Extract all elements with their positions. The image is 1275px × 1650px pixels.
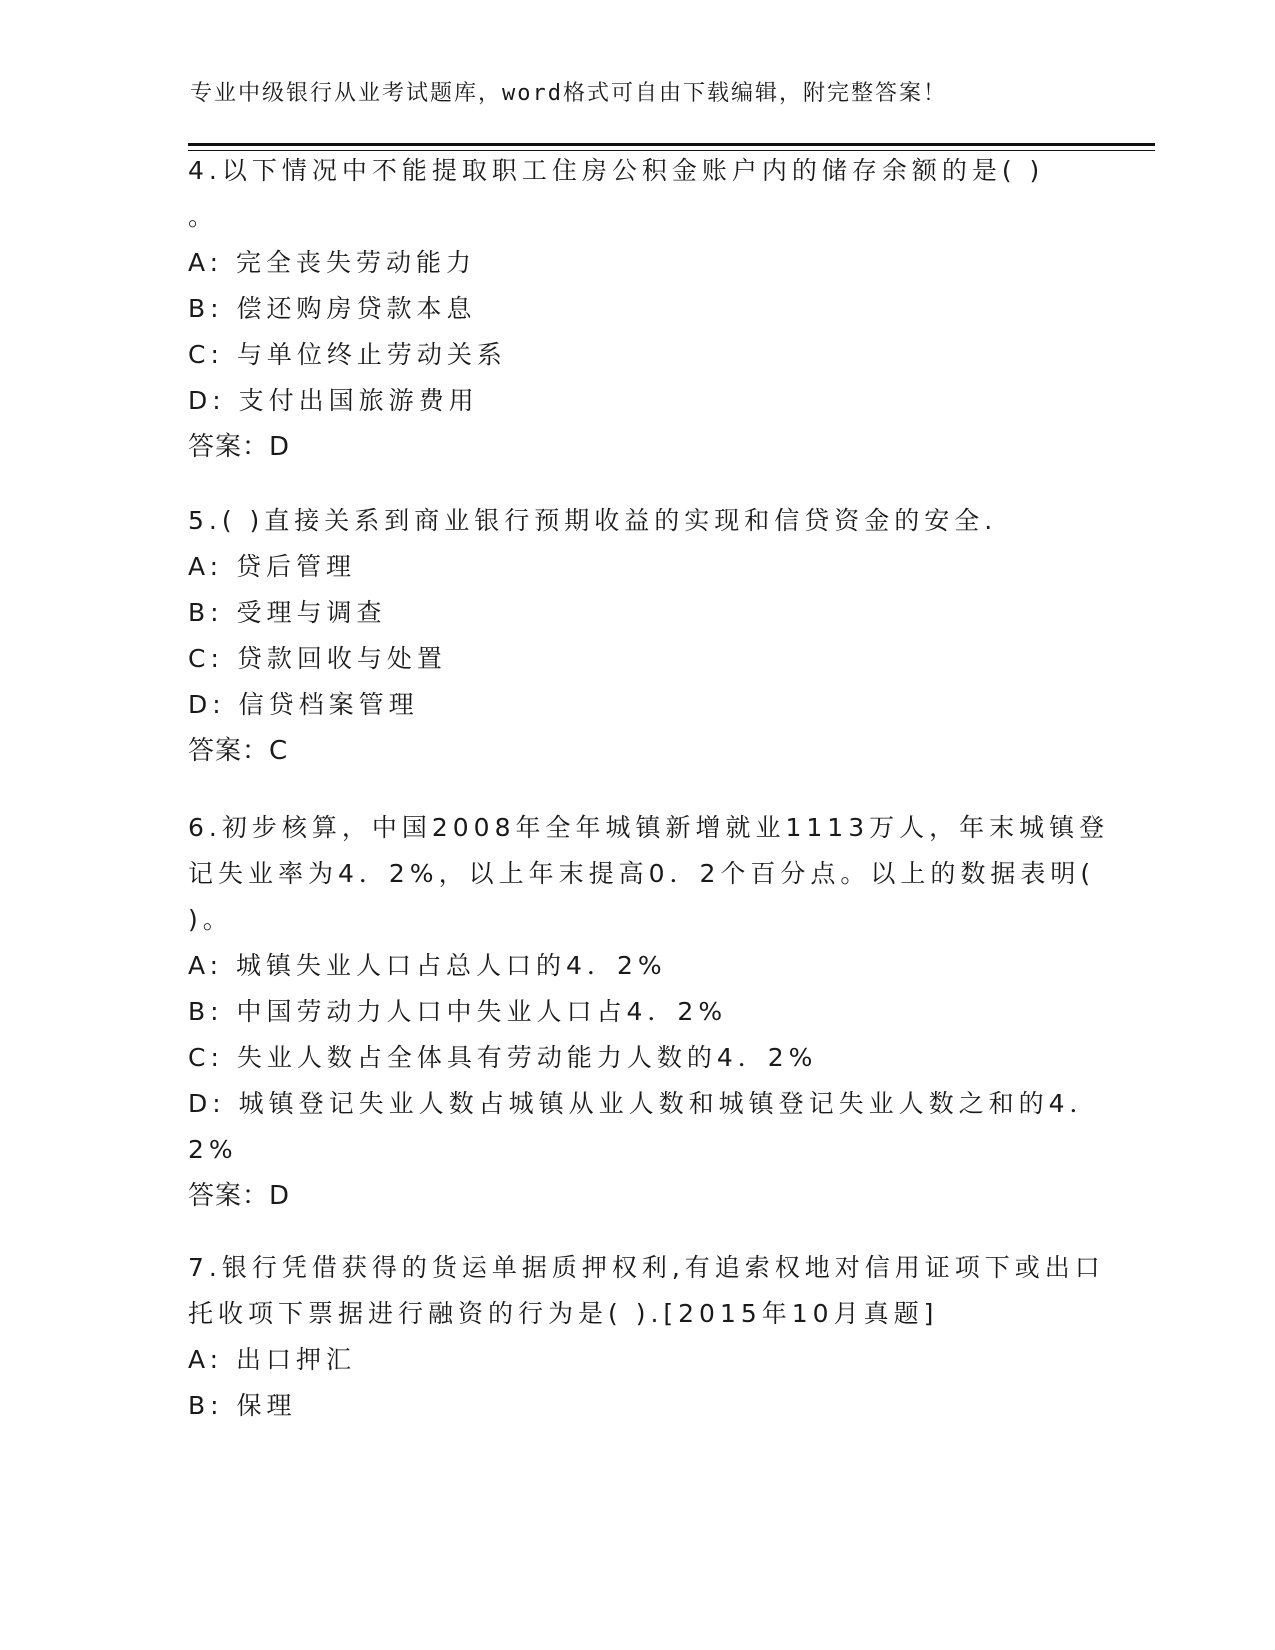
header-rule [188,143,1155,146]
question-4 [188,148,1088,470]
question-5 [188,498,1088,774]
question-text: 6.初步核算，中国2008年全年城镇新增就业1113万人，年末城镇登 [188,813,1110,842]
option-a: A: 城镇失业人口占总人口的4．2% [188,951,667,980]
answer: 答案：D [188,432,291,462]
option-d: D: 信贷档案管理 [188,690,419,719]
option-d-continued: 2% [188,1135,238,1164]
option-d: D: 城镇登记失业人数占城镇从业人数和城镇登记失业人数之和的4． [188,1089,1100,1118]
option-c: C: 贷款回收与处置 [188,644,447,673]
option-b: B: 保理 [188,1391,297,1420]
option-d: D: 支付出国旅游费用 [188,386,479,415]
page-header: 专业中级银行从业考试题库，word格式可自由下载编辑，附完整答案！ [190,81,947,106]
answer: 答案：D [188,1181,291,1211]
option-a: A: 出口押汇 [188,1345,357,1374]
question-7 [188,1245,1105,1429]
question-text: 托收项下票据进行融资的行为是( ).[2015年10月真题] [188,1299,939,1328]
option-b: B: 偿还购房贷款本息 [188,294,477,323]
question-text: 4.以下情况中不能提取职工住房公积金账户内的储存余额的是( ) [188,156,1045,185]
option-a: A: 贷后管理 [188,552,357,581]
option-b: B: 中国劳动力人口中失业人口占4．2% [188,997,728,1026]
option-c: C: 与单位终止劳动关系 [188,340,507,369]
question-text: 。 [188,202,219,231]
question-6 [188,805,1110,1219]
option-a: A: 完全丧失劳动能力 [188,248,477,277]
option-b: B: 受理与调查 [188,598,387,627]
option-c: C: 失业人数占全体具有劳动能力人数的4．2% [188,1043,818,1072]
question-text: 5.( )直接关系到商业银行预期收益的实现和信贷资金的安全. [188,506,998,535]
question-text: 记失业率为4．2%，以上年末提高0．2个百分点。以上的数据表明( [188,859,1096,888]
question-text: 7.银行凭借获得的货运单据质押权利,有追索权地对信用证项下或出口 [188,1253,1105,1282]
answer: 答案：C [188,736,289,766]
question-text: )。 [188,905,233,934]
